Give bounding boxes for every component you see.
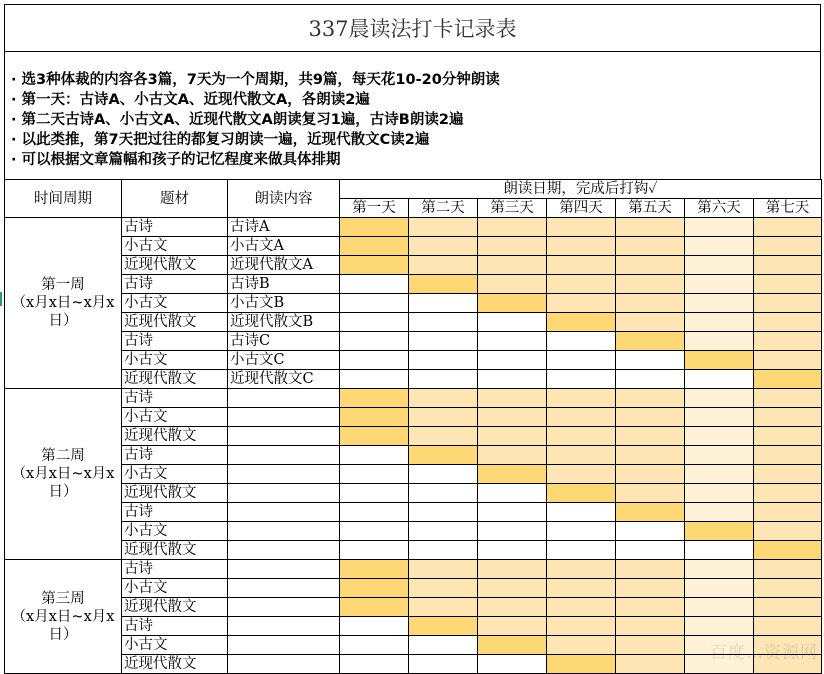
day-checkbox-cell[interactable] (685, 522, 754, 541)
table-row (5, 446, 822, 465)
topic-cell[interactable]: 小古文 (122, 522, 228, 541)
day-checkbox-cell[interactable] (478, 617, 547, 636)
topic-cell[interactable]: 小古文 (122, 294, 228, 313)
day-checkbox-cell[interactable] (478, 408, 547, 427)
note-line: · 以此类推，第7天把过往的都复习朗读一遍，近现代散文C读2遍 (11, 132, 430, 148)
day-checkbox-cell[interactable] (547, 275, 616, 294)
topic-cell[interactable]: 近现代散文 (122, 370, 228, 389)
day-checkbox-cell[interactable] (340, 446, 409, 465)
day-checkbox-cell[interactable] (685, 541, 754, 560)
table-row (5, 389, 822, 408)
header-day[interactable]: 第四天 (547, 199, 616, 218)
day-checkbox-cell[interactable] (340, 332, 409, 351)
day-checkbox-cell[interactable] (547, 541, 616, 560)
day-checkbox-cell[interactable] (547, 636, 616, 655)
day-checkbox-cell[interactable] (685, 579, 754, 598)
day-checkbox-cell[interactable] (547, 484, 616, 503)
topic-cell[interactable]: 小古文 (122, 351, 228, 370)
day-checkbox-cell[interactable] (409, 237, 478, 256)
day-checkbox-cell[interactable] (547, 351, 616, 370)
day-checkbox-cell[interactable] (409, 484, 478, 503)
day-checkbox-cell[interactable] (547, 218, 616, 237)
day-checkbox-cell[interactable] (754, 579, 822, 598)
day-checkbox-cell[interactable] (547, 598, 616, 617)
day-checkbox-cell[interactable] (616, 313, 685, 332)
table-row (5, 218, 822, 237)
topic-cell[interactable]: 近现代散文 (122, 256, 228, 275)
content-cell[interactable]: 近现代散文C (228, 370, 340, 389)
day-checkbox-cell[interactable] (547, 579, 616, 598)
day-checkbox-cell[interactable] (685, 294, 754, 313)
day-checkbox-cell[interactable] (616, 560, 685, 579)
topic-cell[interactable]: 古诗 (122, 617, 228, 636)
topic-cell[interactable]: 近现代散文 (122, 655, 228, 674)
day-checkbox-cell[interactable] (685, 465, 754, 484)
day-checkbox-cell[interactable] (685, 598, 754, 617)
content-cell[interactable] (228, 503, 340, 522)
day-checkbox-cell[interactable] (547, 332, 616, 351)
note-line: · 第一天：古诗A、小古文A、近现代散文A，各朗读2遍 (11, 92, 370, 108)
table-row (5, 484, 822, 503)
day-checkbox-cell[interactable] (340, 579, 409, 598)
note-line: · 第二天古诗A、小古文A、近现代散文A朗读复习1遍，古诗B朗读2遍 (11, 112, 464, 128)
day-checkbox-cell[interactable] (616, 617, 685, 636)
day-checkbox-cell[interactable] (754, 484, 822, 503)
day-checkbox-cell[interactable] (754, 351, 822, 370)
table-row (5, 313, 822, 332)
day-checkbox-cell[interactable] (478, 313, 547, 332)
day-checkbox-cell[interactable] (685, 351, 754, 370)
day-checkbox-cell[interactable] (409, 313, 478, 332)
day-checkbox-cell[interactable] (547, 465, 616, 484)
day-checkbox-cell[interactable] (616, 446, 685, 465)
content-cell[interactable] (228, 446, 340, 465)
sheet-title-text: 337晨读法打卡记录表 (308, 17, 517, 41)
day-checkbox-cell[interactable] (754, 427, 822, 446)
day-checkbox-cell[interactable] (685, 370, 754, 389)
content-cell[interactable]: 古诗B (228, 275, 340, 294)
day-checkbox-cell[interactable] (409, 294, 478, 313)
day-checkbox-cell[interactable] (478, 427, 547, 446)
week-period-cell[interactable]: 第一周 （x月x日~x月x日） (5, 218, 122, 389)
day-checkbox-cell[interactable] (685, 237, 754, 256)
table-row (5, 275, 822, 294)
day-checkbox-cell[interactable] (616, 332, 685, 351)
day-checkbox-cell[interactable] (547, 446, 616, 465)
header-day[interactable]: 第三天 (478, 199, 547, 218)
day-checkbox-cell[interactable] (685, 617, 754, 636)
day-checkbox-cell[interactable] (754, 598, 822, 617)
table-row (5, 503, 822, 522)
content-cell[interactable]: 近现代散文A (228, 256, 340, 275)
header-topic[interactable]: 题材 (122, 180, 228, 218)
day-checkbox-cell[interactable] (340, 503, 409, 522)
topic-cell[interactable]: 古诗 (122, 560, 228, 579)
day-checkbox-cell[interactable] (754, 218, 822, 237)
header-content[interactable]: 朗读内容 (228, 180, 340, 218)
day-checkbox-cell[interactable] (409, 579, 478, 598)
day-checkbox-cell[interactable] (547, 522, 616, 541)
note-line: · 选3种体裁的内容各3篇，7天为一个周期，共9篇，每天花10-20分钟朗读 (11, 72, 500, 88)
day-checkbox-cell[interactable] (547, 655, 616, 674)
day-checkbox-cell[interactable] (409, 275, 478, 294)
topic-cell[interactable]: 小古文 (122, 636, 228, 655)
day-checkbox-cell[interactable] (409, 655, 478, 674)
day-checkbox-cell[interactable] (754, 370, 822, 389)
day-checkbox-cell[interactable] (616, 579, 685, 598)
day-checkbox-cell[interactable] (409, 617, 478, 636)
day-checkbox-cell[interactable] (616, 294, 685, 313)
day-checkbox-cell[interactable] (616, 427, 685, 446)
table-row (5, 427, 822, 446)
day-checkbox-cell[interactable] (547, 237, 616, 256)
day-checkbox-cell[interactable] (478, 351, 547, 370)
table-row (5, 351, 822, 370)
day-checkbox-cell[interactable] (409, 408, 478, 427)
day-checkbox-cell[interactable] (340, 484, 409, 503)
content-cell[interactable] (228, 617, 340, 636)
day-checkbox-cell[interactable] (340, 389, 409, 408)
sheet-title[interactable] (4, 4, 821, 51)
topic-cell[interactable]: 古诗 (122, 503, 228, 522)
day-checkbox-cell[interactable] (478, 636, 547, 655)
day-checkbox-cell[interactable] (409, 560, 478, 579)
week-period-cell[interactable]: 第三周 （x月x日~x月x日） (5, 560, 122, 674)
day-checkbox-cell[interactable] (478, 237, 547, 256)
header-day[interactable]: 第七天 (754, 199, 822, 218)
day-checkbox-cell[interactable] (547, 370, 616, 389)
day-checkbox-cell[interactable] (685, 560, 754, 579)
week-period-cell[interactable]: 第二周 （x月x日~x月x日） (5, 389, 122, 560)
topic-cell[interactable]: 小古文 (122, 579, 228, 598)
table-row (5, 465, 822, 484)
day-checkbox-cell[interactable] (340, 408, 409, 427)
day-checkbox-cell[interactable] (685, 389, 754, 408)
day-checkbox-cell[interactable] (340, 351, 409, 370)
day-checkbox-cell[interactable] (547, 560, 616, 579)
day-checkbox-cell[interactable] (340, 237, 409, 256)
day-checkbox-cell[interactable] (754, 294, 822, 313)
day-checkbox-cell[interactable] (478, 446, 547, 465)
watermark: 百度…资源网 (710, 643, 818, 663)
day-checkbox-cell[interactable] (340, 636, 409, 655)
day-checkbox-cell[interactable] (409, 427, 478, 446)
day-checkbox-cell[interactable] (616, 655, 685, 674)
day-checkbox-cell[interactable] (685, 313, 754, 332)
day-checkbox-cell[interactable] (409, 370, 478, 389)
day-checkbox-cell[interactable] (547, 503, 616, 522)
day-checkbox-cell[interactable] (478, 484, 547, 503)
day-checkbox-cell[interactable] (340, 560, 409, 579)
header-date-group[interactable]: 朗读日期，完成后打钩✓ (340, 180, 822, 199)
instructions-cell[interactable] (4, 51, 821, 179)
day-checkbox-cell[interactable] (547, 256, 616, 275)
day-checkbox-cell[interactable] (754, 313, 822, 332)
day-checkbox-cell[interactable] (685, 446, 754, 465)
day-checkbox-cell[interactable] (616, 256, 685, 275)
topic-cell[interactable]: 近现代散文 (122, 427, 228, 446)
day-checkbox-cell[interactable] (754, 503, 822, 522)
day-checkbox-cell[interactable] (685, 218, 754, 237)
day-checkbox-cell[interactable] (478, 560, 547, 579)
day-checkbox-cell[interactable] (685, 275, 754, 294)
day-checkbox-cell[interactable] (478, 275, 547, 294)
active-row-marker (0, 292, 2, 306)
day-checkbox-cell[interactable] (340, 465, 409, 484)
day-checkbox-cell[interactable] (478, 389, 547, 408)
day-checkbox-cell[interactable] (409, 332, 478, 351)
day-checkbox-cell[interactable] (409, 636, 478, 655)
day-checkbox-cell[interactable] (478, 579, 547, 598)
content-cell[interactable] (228, 484, 340, 503)
day-checkbox-cell[interactable] (547, 617, 616, 636)
day-checkbox-cell[interactable] (547, 427, 616, 446)
content-cell[interactable]: 小古文A (228, 237, 340, 256)
day-checkbox-cell[interactable] (478, 522, 547, 541)
day-checkbox-cell[interactable] (616, 218, 685, 237)
content-cell[interactable] (228, 465, 340, 484)
day-checkbox-cell[interactable] (616, 389, 685, 408)
day-checkbox-cell[interactable] (478, 370, 547, 389)
day-checkbox-cell[interactable] (754, 256, 822, 275)
table-row (5, 370, 822, 389)
day-checkbox-cell[interactable] (340, 427, 409, 446)
day-checkbox-cell[interactable] (616, 408, 685, 427)
day-checkbox-cell[interactable] (616, 465, 685, 484)
day-checkbox-cell[interactable] (616, 484, 685, 503)
day-checkbox-cell[interactable] (409, 446, 478, 465)
day-checkbox-cell[interactable] (409, 351, 478, 370)
day-checkbox-cell[interactable] (478, 218, 547, 237)
content-cell[interactable] (228, 389, 340, 408)
note-line: · 可以根据文章篇幅和孩子的记忆程度来做具体排期 (11, 152, 341, 168)
day-checkbox-cell[interactable] (409, 389, 478, 408)
topic-cell[interactable]: 小古文 (122, 465, 228, 484)
content-cell[interactable] (228, 579, 340, 598)
header-period[interactable]: 时间周期 (5, 180, 122, 218)
topic-cell[interactable]: 近现代散文 (122, 598, 228, 617)
day-checkbox-cell[interactable] (616, 598, 685, 617)
day-checkbox-cell[interactable] (409, 541, 478, 560)
table-row (5, 256, 822, 275)
topic-cell[interactable]: 近现代散文 (122, 484, 228, 503)
table-row (5, 522, 822, 541)
spreadsheet (4, 4, 821, 674)
day-checkbox-cell[interactable] (478, 503, 547, 522)
day-checkbox-cell[interactable] (754, 389, 822, 408)
day-checkbox-cell[interactable] (547, 408, 616, 427)
content-cell[interactable] (228, 408, 340, 427)
table-row (5, 294, 822, 313)
header-day[interactable]: 第二天 (409, 199, 478, 218)
table-row (5, 655, 822, 674)
day-checkbox-cell[interactable] (616, 370, 685, 389)
day-checkbox-cell[interactable] (685, 408, 754, 427)
day-checkbox-cell[interactable] (754, 522, 822, 541)
day-checkbox-cell[interactable] (478, 598, 547, 617)
day-checkbox-cell[interactable] (754, 560, 822, 579)
day-checkbox-cell[interactable] (754, 275, 822, 294)
day-checkbox-cell[interactable] (340, 617, 409, 636)
day-checkbox-cell[interactable] (478, 294, 547, 313)
content-cell[interactable]: 小古文B (228, 294, 340, 313)
day-checkbox-cell[interactable] (754, 332, 822, 351)
topic-cell[interactable]: 古诗 (122, 332, 228, 351)
day-checkbox-cell[interactable] (616, 237, 685, 256)
day-checkbox-cell[interactable] (409, 598, 478, 617)
day-checkbox-cell[interactable] (616, 503, 685, 522)
day-checkbox-cell[interactable] (340, 275, 409, 294)
day-checkbox-cell[interactable] (478, 541, 547, 560)
topic-cell[interactable]: 小古文 (122, 408, 228, 427)
topic-cell[interactable]: 近现代散文 (122, 313, 228, 332)
day-checkbox-cell[interactable] (478, 332, 547, 351)
table-row (5, 332, 822, 351)
day-checkbox-cell[interactable] (409, 503, 478, 522)
day-checkbox-cell[interactable] (616, 541, 685, 560)
day-checkbox-cell[interactable] (409, 218, 478, 237)
content-cell[interactable] (228, 655, 340, 674)
day-checkbox-cell[interactable] (478, 655, 547, 674)
day-checkbox-cell[interactable] (340, 541, 409, 560)
header-day[interactable]: 第五天 (616, 199, 685, 218)
day-checkbox-cell[interactable] (685, 484, 754, 503)
topic-cell[interactable]: 古诗 (122, 389, 228, 408)
day-checkbox-cell[interactable] (409, 522, 478, 541)
day-checkbox-cell[interactable] (547, 294, 616, 313)
table-row (5, 560, 822, 579)
day-checkbox-cell[interactable] (754, 446, 822, 465)
content-cell[interactable]: 古诗A (228, 218, 340, 237)
day-checkbox-cell[interactable] (340, 218, 409, 237)
day-checkbox-cell[interactable] (616, 636, 685, 655)
day-checkbox-cell[interactable] (340, 294, 409, 313)
day-checkbox-cell[interactable] (409, 256, 478, 275)
topic-cell[interactable]: 古诗 (122, 218, 228, 237)
table-row (5, 617, 822, 636)
content-cell[interactable] (228, 636, 340, 655)
day-checkbox-cell[interactable] (685, 332, 754, 351)
topic-cell[interactable]: 小古文 (122, 237, 228, 256)
header-day[interactable]: 第六天 (685, 199, 754, 218)
day-checkbox-cell[interactable] (340, 522, 409, 541)
day-checkbox-cell[interactable] (685, 256, 754, 275)
table-row (5, 598, 822, 617)
day-checkbox-cell[interactable] (754, 617, 822, 636)
day-checkbox-cell[interactable] (340, 256, 409, 275)
table-row (5, 579, 822, 598)
content-cell[interactable] (228, 522, 340, 541)
content-cell[interactable] (228, 427, 340, 446)
content-cell[interactable]: 近现代散文B (228, 313, 340, 332)
checkin-table (4, 179, 822, 674)
day-checkbox-cell[interactable] (685, 503, 754, 522)
content-cell[interactable] (228, 541, 340, 560)
content-cell[interactable]: 小古文C (228, 351, 340, 370)
day-checkbox-cell[interactable] (478, 256, 547, 275)
content-cell[interactable] (228, 560, 340, 579)
day-checkbox-cell[interactable] (754, 541, 822, 560)
day-checkbox-cell[interactable] (340, 598, 409, 617)
day-checkbox-cell[interactable] (754, 465, 822, 484)
content-cell[interactable] (228, 598, 340, 617)
day-checkbox-cell[interactable] (616, 275, 685, 294)
table-row (5, 636, 822, 655)
day-checkbox-cell[interactable] (340, 313, 409, 332)
day-checkbox-cell[interactable] (547, 389, 616, 408)
topic-cell[interactable]: 古诗 (122, 275, 228, 294)
day-checkbox-cell[interactable] (409, 465, 478, 484)
day-checkbox-cell[interactable] (340, 655, 409, 674)
header-day[interactable]: 第一天 (340, 199, 409, 218)
day-checkbox-cell[interactable] (478, 465, 547, 484)
day-checkbox-cell[interactable] (754, 408, 822, 427)
table-row (5, 408, 822, 427)
table-row (5, 541, 822, 560)
day-checkbox-cell[interactable] (616, 522, 685, 541)
day-checkbox-cell[interactable] (616, 351, 685, 370)
day-checkbox-cell[interactable] (685, 427, 754, 446)
topic-cell[interactable]: 古诗 (122, 446, 228, 465)
table-row (5, 237, 822, 256)
day-checkbox-cell[interactable] (340, 370, 409, 389)
content-cell[interactable]: 古诗C (228, 332, 340, 351)
day-checkbox-cell[interactable] (547, 313, 616, 332)
day-checkbox-cell[interactable] (754, 237, 822, 256)
topic-cell[interactable]: 近现代散文 (122, 541, 228, 560)
